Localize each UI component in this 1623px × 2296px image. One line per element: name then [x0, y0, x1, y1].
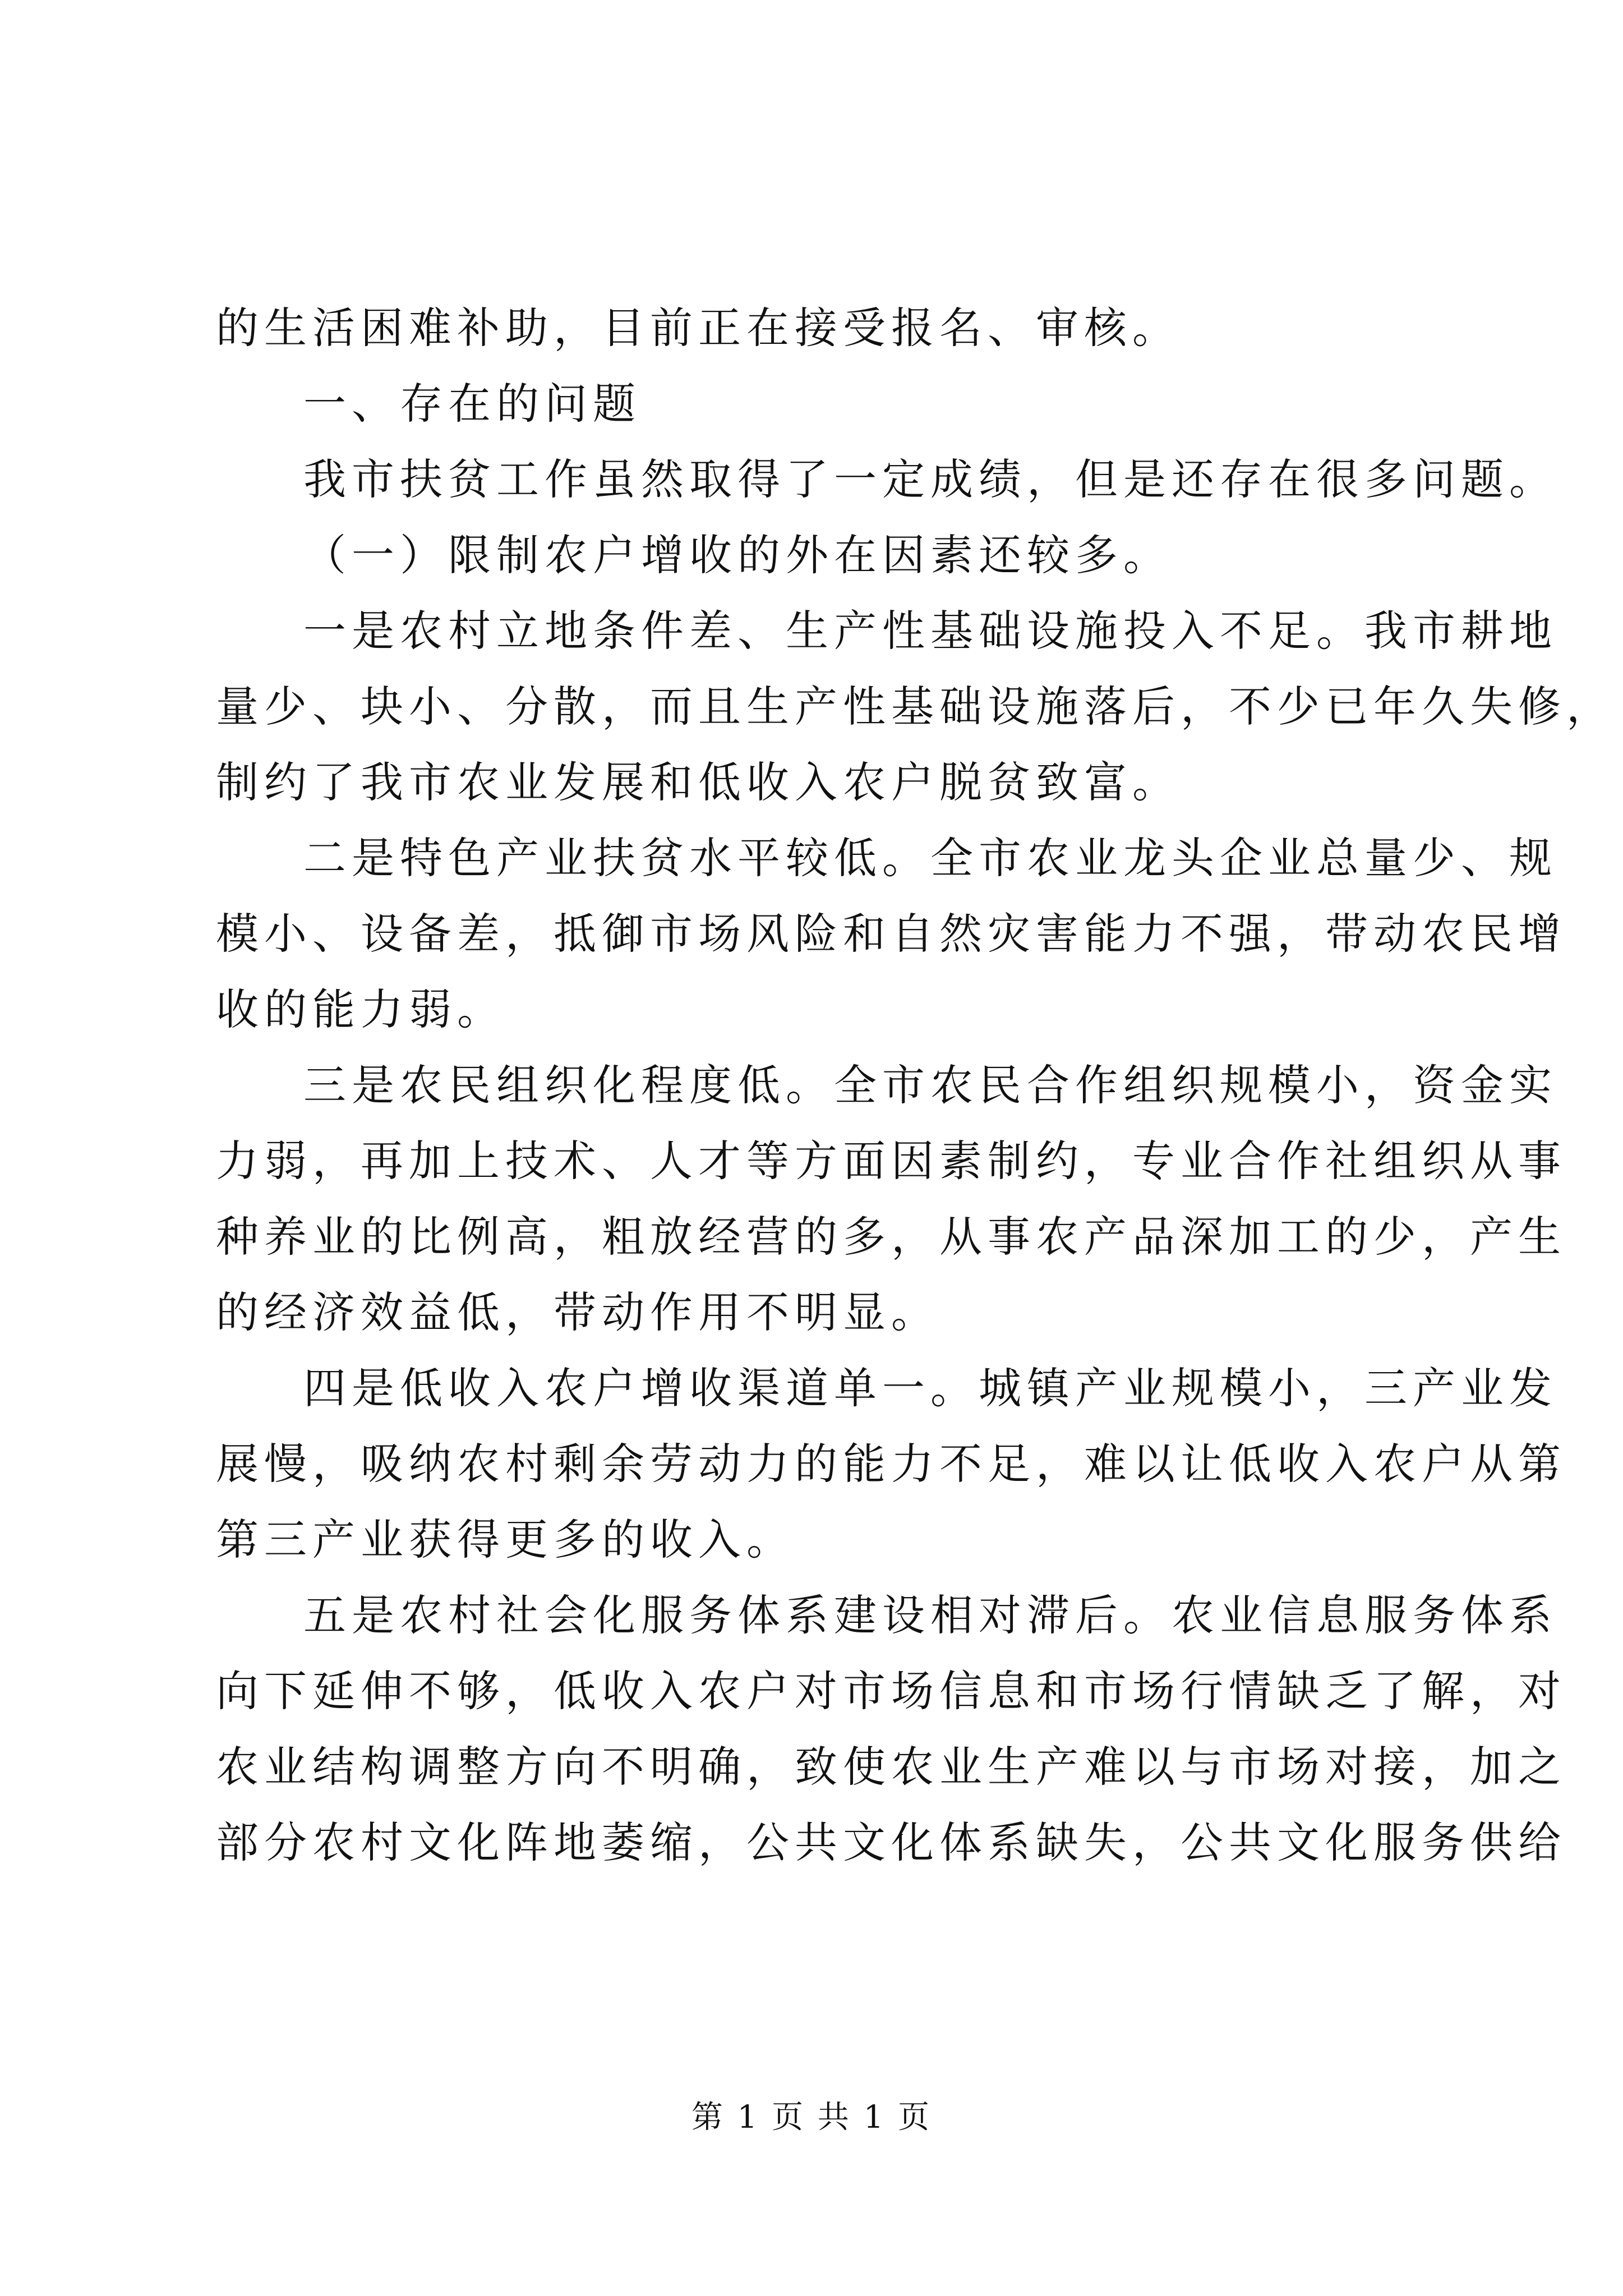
section-heading: 一、存在的问题 [303, 379, 641, 429]
body-text-line: 四是低收入农户增收渠道单一。城镇产业规模小，三产业发 [303, 1363, 1557, 1413]
body-text-line: 二是特色产业扶贫水平较低。全市农业龙头企业总量少、规 [303, 833, 1557, 883]
body-text-line: 农业结构调整方向不明确，致使农业生产难以与市场对接，加之 [216, 1742, 1566, 1792]
body-text-line: 一是农村立地条件差、生产性基础设施投入不足。我市耕地 [303, 606, 1557, 656]
body-text-line: 五是农村社会化服务体系建设相对滞后。农业信息服务体系 [303, 1590, 1557, 1640]
body-text-line: 部分农村文化阵地萎缩，公共文化体系缺失，公共文化服务供给 [216, 1818, 1566, 1867]
body-text-line: 我市扶贫工作虽然取得了一定成绩，但是还存在很多问题。 [303, 454, 1557, 504]
body-text-line: 收的能力弱。 [216, 984, 505, 1034]
page-number-footer: 第 1 页 共 1 页 [691, 2099, 932, 2136]
body-text-line: 第三产业获得更多的收入。 [216, 1515, 795, 1565]
body-text-line: 制约了我市农业发展和低收入农户脱贫致富。 [216, 757, 1181, 807]
subsection-heading: （一）限制农户增收的外在因素还较多。 [303, 530, 1172, 580]
body-text-line: 向下延伸不够，低收入农户对市场信息和市场行情缺乏了解，对 [216, 1666, 1566, 1716]
body-text-line: 种养业的比例高，粗放经营的多，从事农产品深加工的少，产生 [216, 1212, 1566, 1262]
body-text-line: 的经济效益低，带动作用不明显。 [216, 1287, 939, 1337]
body-text-line: 力弱，再加上技术、人才等方面因素制约，专业合作社组织从事 [216, 1136, 1566, 1186]
body-text-line: 量少、块小、分散，而且生产性基础设施落后，不少已年久失修， [216, 682, 1615, 731]
body-text-line: 三是农民组织化程度低。全市农民合作组织规模小，资金实 [303, 1060, 1557, 1110]
body-text-line: 展慢，吸纳农村剩余劳动力的能力不足，难以让低收入农户从第 [216, 1439, 1566, 1489]
body-text-line: 模小、设备差，抵御市场风险和自然灾害能力不强，带动农民增 [216, 909, 1566, 959]
body-text-line: 的生活困难补助，目前正在接受报名、审核。 [216, 303, 1181, 353]
